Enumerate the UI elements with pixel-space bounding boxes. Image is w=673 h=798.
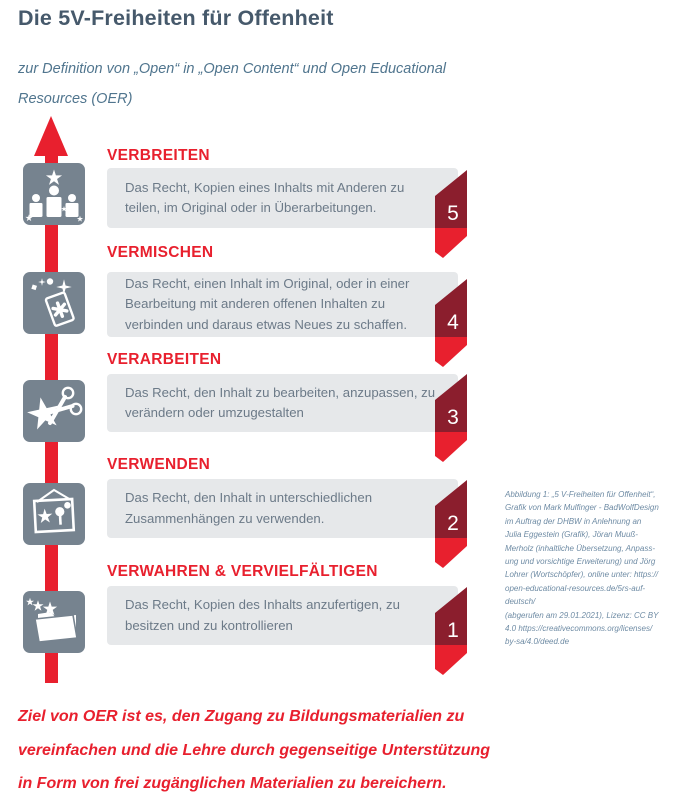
mix-tag-icon — [23, 272, 85, 334]
section-description-box — [107, 374, 458, 432]
subtitle — [18, 54, 446, 114]
rank-number: 1 — [447, 619, 459, 642]
folder-stars-icon — [23, 591, 85, 653]
oer-goal-note — [18, 700, 490, 798]
rank-number: 2 — [447, 512, 459, 535]
section-heading: VERWAHREN & VERVIELFÄLTIGEN — [107, 563, 378, 580]
section-description: Das Recht, Kopien eines Inhalts mit Anderen zu teilen, im Original oder in Überarbeitungen. — [125, 179, 405, 215]
section-heading: VERWENDEN — [107, 456, 211, 473]
caption-line: ung und vorsichtige Erweiterung) und Jörg — [505, 557, 656, 567]
caption-line: (abgerufen am 29.01.2021), Lizenz: CC BY — [505, 610, 659, 620]
subtitle-line: Resources (OER) — [18, 91, 133, 107]
page-title: Die 5V-Freiheiten für Offenheit — [18, 6, 334, 30]
section-description-box — [107, 586, 458, 645]
footer-line: in Form von frei zugänglichen Materialien zu bereichern. — [18, 775, 447, 792]
footer-line: vereinfachen und die Lehre durch gegenseitige Unterstützung — [18, 741, 491, 759]
share-people-icon — [23, 163, 85, 225]
section-heading: VERBREITEN — [107, 147, 210, 164]
section-description: Das Recht, den Inhalt zu bearbeiten, anzupassen, zu verändern oder umzugestalten — [125, 384, 436, 420]
caption-line: Abbildung 1: „5 V-Freiheiten für Offenheit“, — [505, 490, 656, 499]
rank-number: 4 — [447, 311, 459, 334]
rank-ribbon — [433, 476, 467, 568]
caption-line: Julia Eggestein (Grafik), Jöran Muuß- — [505, 530, 638, 540]
section-description: Das Recht, Kopien des Inhalts anzufertigen, zu besitzen und zu kontrollieren — [125, 597, 400, 633]
rank-ribbon — [433, 370, 467, 462]
section-description-box — [107, 272, 458, 337]
section-heading: VERARBEITEN — [107, 351, 222, 368]
rank-number: 5 — [447, 202, 459, 225]
section-description: Das Recht, einen Inhalt im Original, oder in einer Bearbeitung mit anderen offenen Inhalten zu verbinden und daraus etwas Neues zu schaffen. — [125, 275, 410, 332]
caption-line: by-sa/4.0/deed.de — [505, 637, 570, 647]
footer-line: Ziel von OER ist es, den Zugang zu Bildungsmaterialien zu — [18, 708, 465, 725]
upward-arrow-head-icon — [34, 116, 68, 156]
section-description: Das Recht, den Inhalt in unterschiedlichen Zusammenhängen zu verwenden. — [125, 490, 373, 526]
attribution-caption — [505, 488, 673, 649]
caption-line: deutsch/ — [505, 597, 536, 607]
section-description-box — [107, 479, 458, 538]
star-scissors-icon — [23, 380, 85, 442]
rank-number: 3 — [447, 406, 459, 429]
caption-line: Merholz (inhaltliche Übersetzung, Anpass- — [505, 543, 655, 553]
rank-ribbon — [433, 583, 467, 675]
rank-ribbon — [433, 166, 467, 258]
caption-line: im Auftrag der DHBW in Anlehnung an — [505, 516, 642, 526]
section-description-box — [107, 168, 458, 228]
section-heading: VERMISCHEN — [107, 244, 214, 261]
subtitle-line: zur Definition von „Open“ in „Open Content“ und Open Educational — [18, 61, 446, 77]
hanging-frame-icon — [23, 483, 85, 545]
caption-line: Grafik von Mark Mulfinger - BadWolfDesign — [505, 503, 659, 513]
caption-line: open-educational-resources.de/5rs-auf- — [505, 583, 646, 593]
caption-line: 4.0 https://creativecommons.org/licenses/ — [505, 624, 653, 634]
rank-ribbon — [433, 275, 467, 367]
caption-line: Lohrer (Wortschöpfer), online unter: https:// — [505, 570, 658, 580]
